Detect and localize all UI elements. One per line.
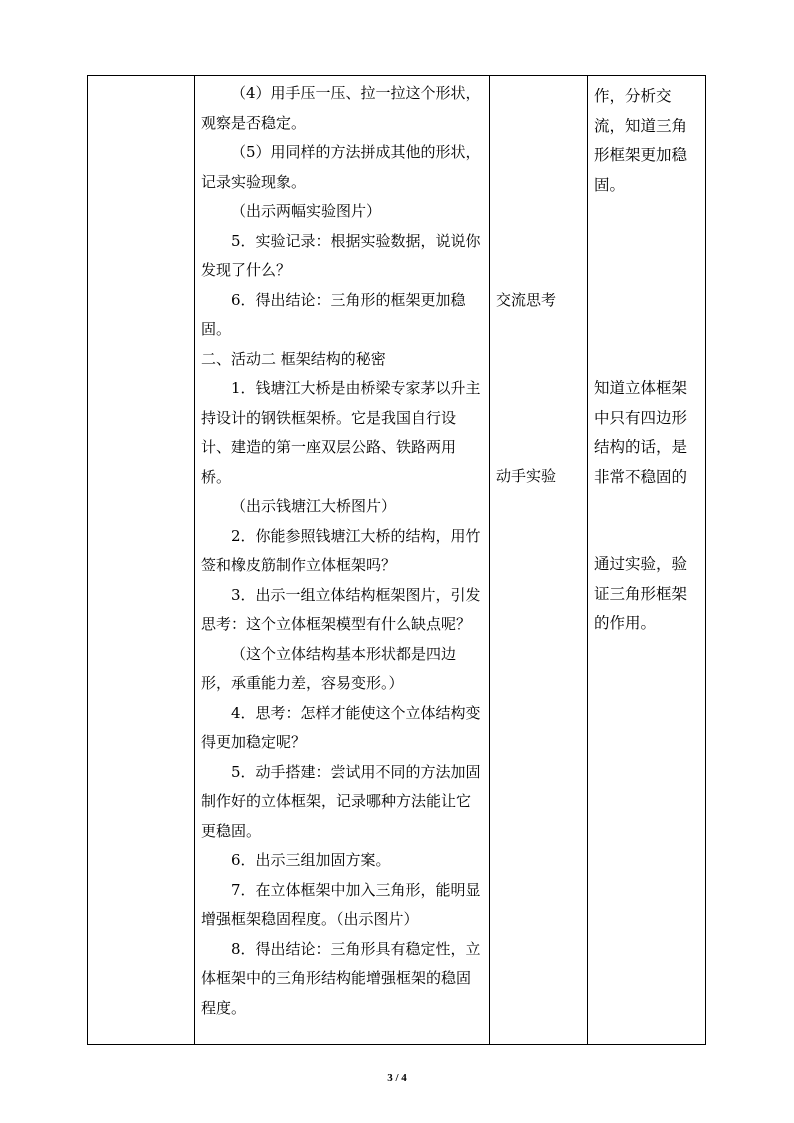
design-intent-note: 作，分析交流，知道三角形框架更加稳固。 xyxy=(594,87,688,194)
procedure-step: 5．动手搭建：尝试用不同的方法加固制作好的立体框架，记录哪种方法能让它更稳固。 xyxy=(201,762,481,840)
procedure-step: 6．得出结论：三角形的框架更加稳固。 xyxy=(201,290,466,338)
design-intent-note: 通过实验，验证三角形框架的作用。 xyxy=(594,555,688,632)
design-intent-cell xyxy=(588,76,706,1044)
procedure-step: 5．实验记录：根据实验数据，说说你发现了什么？ xyxy=(201,231,481,279)
procedure-step: 6．出示三组加固方案。 xyxy=(231,851,391,869)
teaching-method-cell xyxy=(490,76,588,1044)
procedure-step: （出示两幅实验图片） xyxy=(231,202,382,220)
procedure-step: （5）用同样的方法拼成其他的形状，记录实验现象。 xyxy=(201,143,481,191)
design-intent-note: 知道立体框架中只有四边形结构的话，是非常不稳固的 xyxy=(594,379,688,486)
procedure-step: 7．在立体框架中加入三角形，能明显增强框架稳固程度。（出示图片） xyxy=(201,880,481,928)
procedure-step: 2．你能参照钱塘江大桥的结构，用竹签和橡皮筋制作立体框架吗？ xyxy=(201,526,481,574)
procedure-step: （出示钱塘江大桥图片） xyxy=(231,497,397,515)
procedure-step: 1．钱塘江大桥是由桥梁专家茅以升主持设计的钢铁框架桥。它是我国自行设计、建造的第一座双层公路、铁路两用桥。 xyxy=(201,379,481,486)
lesson-table xyxy=(87,75,706,1045)
procedure-step: 3．出示一组立体结构框架图片，引发思考：这个立体框架模型有什么缺点呢？ xyxy=(201,585,481,633)
procedure-step: 8．得出结论：三角形具有稳定性，立体框架中的三角形结构能增强框架的稳固程度。 xyxy=(201,939,481,1017)
procedure-step: （4）用手压一压、拉一拉这个形状，观察是否稳定。 xyxy=(201,84,481,132)
procedure-step: （这个立体结构基本形状都是四边形，承重能力差，容易变形。） xyxy=(201,644,457,692)
procedure-step: 4．思考：怎样才能使这个立体结构变得更加稳定呢？ xyxy=(201,703,481,751)
teaching-method: 交流思考 xyxy=(496,291,557,309)
teaching-procedure-cell xyxy=(195,76,490,1044)
section-cell xyxy=(88,76,194,1044)
procedure-step: 二、活动二 框架结构的秘密 xyxy=(201,349,386,368)
teaching-method: 动手实验 xyxy=(496,467,557,485)
page-number: 3 / 4 xyxy=(387,1072,407,1084)
